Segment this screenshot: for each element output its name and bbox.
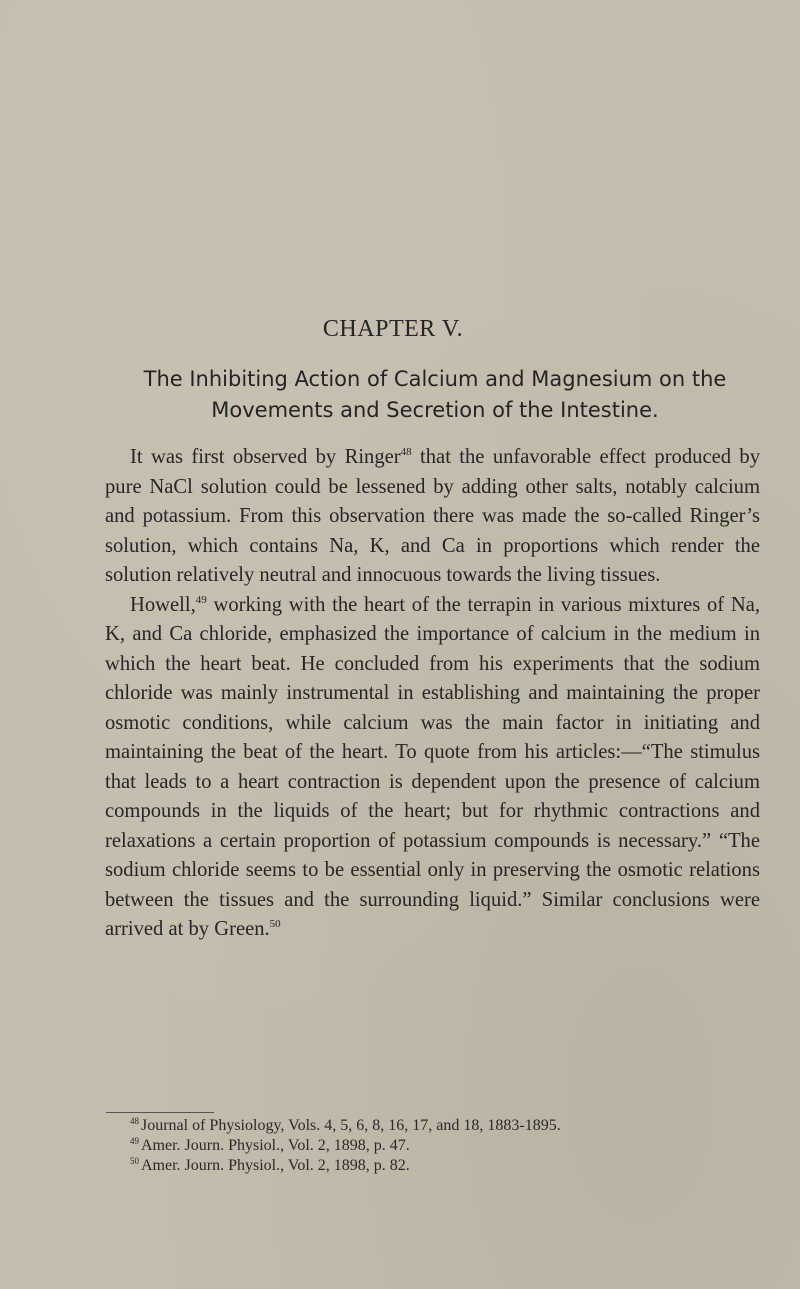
footnote-number: 50	[130, 1156, 139, 1166]
footnote-text: Journal of Physiology, Vols. 4, 5, 6, 8, 16, 17, and 18, 1883-1895.	[141, 1117, 561, 1134]
footnote-49	[130, 1136, 770, 1156]
chapter-title: The Inhibiting Action of Calcium and Magnesium on the Movements and Secretion of the Intestine.	[143, 367, 727, 422]
footnote-ref: 48	[400, 446, 412, 458]
footnote-divider	[106, 1112, 214, 1113]
footnote-number: 49	[130, 1136, 139, 1146]
footnote-text: Amer. Journ. Physiol., Vol. 2, 1898, p. 47.	[141, 1137, 410, 1154]
footnote-ref: 50	[269, 918, 281, 930]
paragraph-text: It was first observed by Ringer	[130, 446, 401, 468]
footnote-number: 48	[130, 1116, 139, 1126]
footnote-50	[130, 1156, 770, 1176]
footnote-48	[130, 1116, 770, 1136]
footnote-ref: 49	[195, 593, 207, 606]
chapter-heading: CHAPTER V.	[322, 316, 464, 342]
paragraph-2	[105, 591, 760, 945]
body-text	[105, 443, 760, 945]
paragraph-text: that the unfavorable effect produced by pure NaCl solution could be lessened by adding other salts, notably calcium and potassium. From this observation there was made the so-called Ringer’s solution, which contains Na, K, and Ca in proportions which render the solution relatively neutral and innocuous towards the living tissues.	[105, 446, 760, 586]
paragraph-text: Howell,	[130, 593, 196, 616]
footnotes	[130, 1116, 770, 1176]
footnote-text: Amer. Journ. Physiol., Vol. 2, 1898, p. 82.	[141, 1157, 410, 1174]
paragraph-text: working with the heart of the terrapin in various mixtures of Na, K, and Ca chloride, emphasized the importance of calcium in the medium in which the heart beat. He concluded from his experiments that the sodium chloride was mainly instrumental in establishing and maintaining the proper osmotic conditions, while calcium was the main factor in initiating and maintaining the beat of the heart. To quote from his articles:—“The stimulus that leads to a heart contraction is dependent upon the presence of calcium compounds in the liquids of the heart; but for rhythmic contractions and relaxations a certain proportion of potassium compounds is necessary.” “The sodium chloride seems to be essential only in preserving the osmotic relations between the tissues and the surrounding liquid.” Similar conclusions were arrived at by Green.	[105, 593, 760, 940]
paragraph-1	[105, 443, 760, 591]
